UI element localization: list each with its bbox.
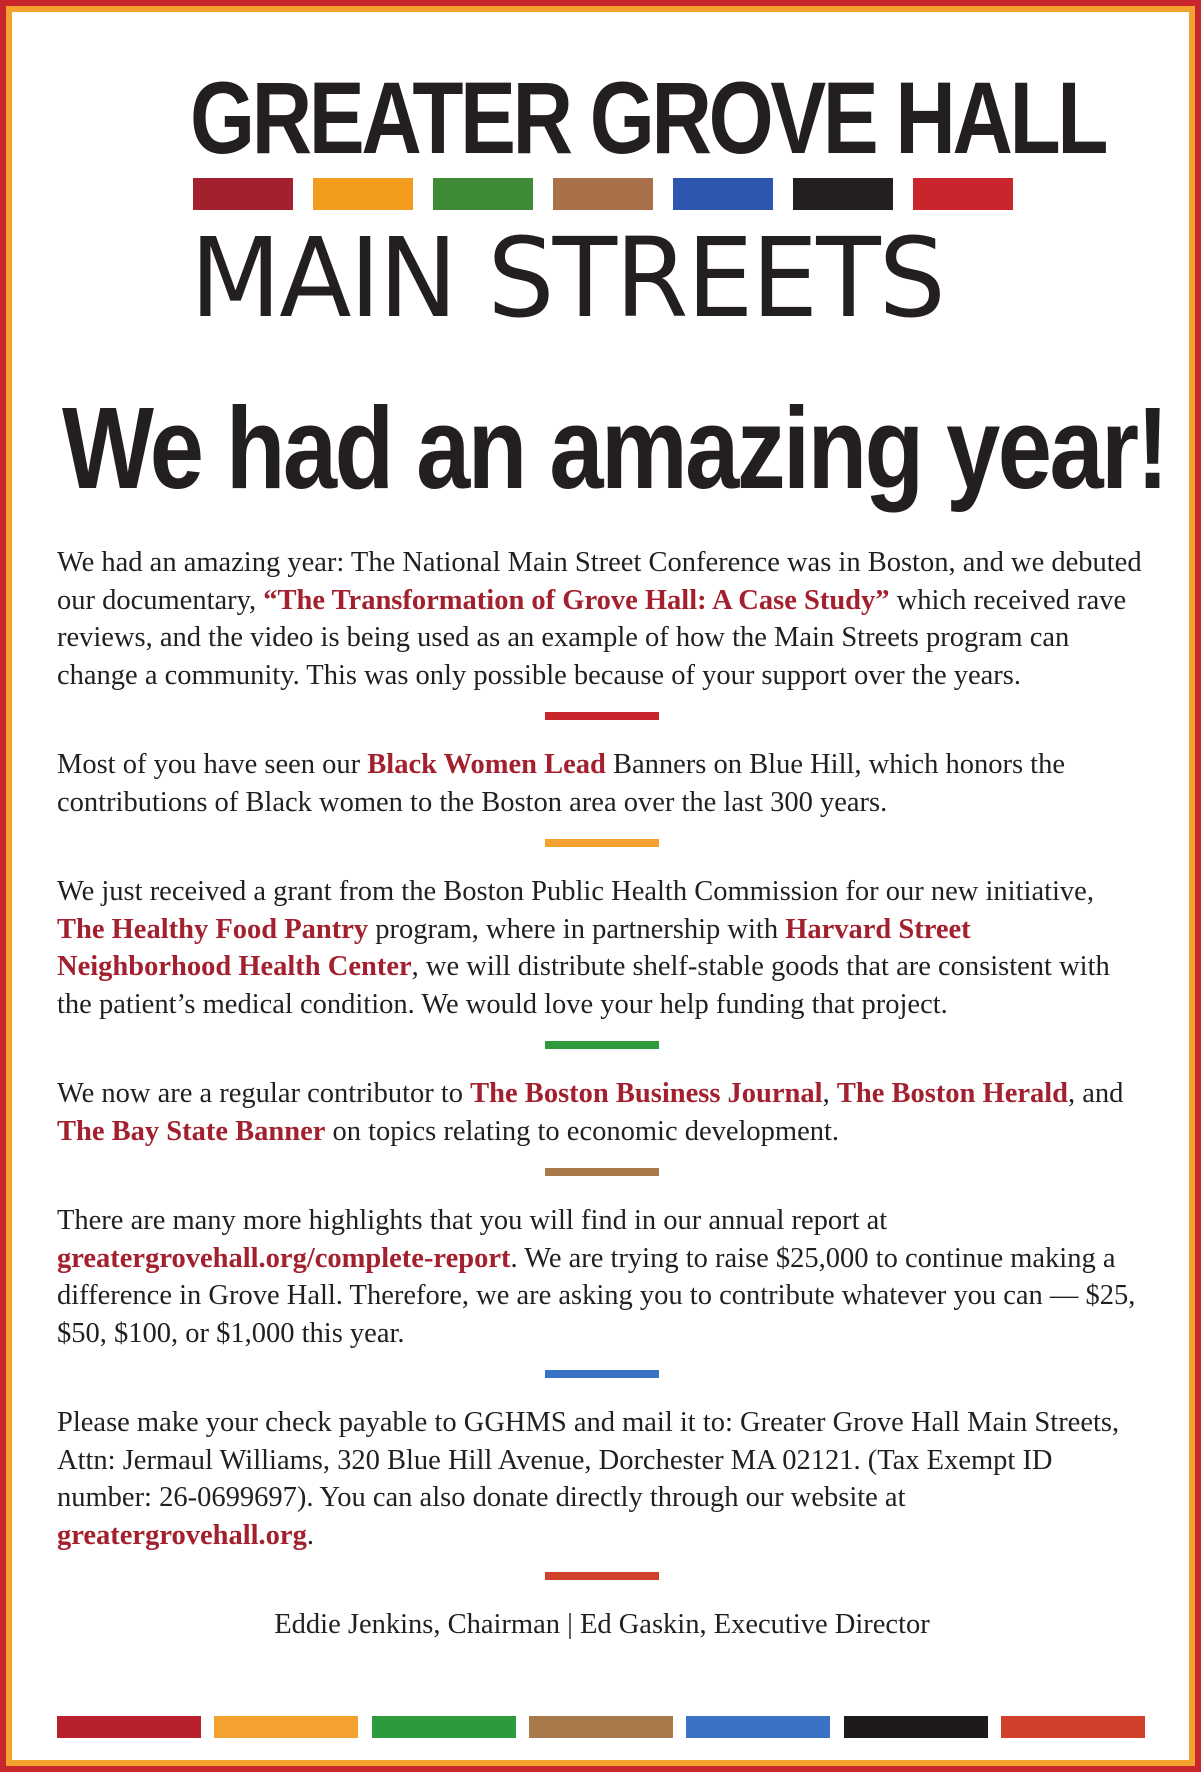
logo-color-bar — [913, 178, 1013, 210]
footer-color-bar — [686, 1716, 830, 1738]
footer-color-bars — [57, 1716, 1145, 1738]
logo-color-bars — [193, 178, 1013, 210]
footer-color-bar — [844, 1716, 988, 1738]
highlighted-text: The Boston Business Journal — [470, 1078, 823, 1109]
paragraph-text: on topics relating to economic development. — [325, 1115, 840, 1147]
highlighted-text: The Bay State Banner — [57, 1115, 326, 1147]
paragraph-text: We had an amazing year: The National Main Street Conference was in Boston, and we debuted our documentary, — [57, 547, 1142, 616]
separator-bar — [545, 839, 659, 847]
highlighted-text: The Boston Herald — [836, 1078, 1069, 1109]
footer-color-bar — [1001, 1716, 1145, 1738]
highlighted-text: Harvard Street Neighborhood Health Center — [57, 913, 971, 982]
separator-bar — [545, 1370, 659, 1378]
paragraph-text: Banners on Blue Hill, which honors the contributions of Black women to the Boston area over the last 300 years. — [57, 749, 1065, 818]
paragraph-grant — [57, 873, 1147, 1023]
page-headline: We had an amazing year! — [62, 383, 1167, 513]
highlighted-text: greatergrovehall.org/complete-report — [57, 1242, 511, 1274]
highlighted-text: The Healthy Food Pantry — [57, 913, 369, 945]
paragraph-text: . — [306, 1519, 314, 1551]
separator-bar — [545, 1572, 659, 1580]
footer-color-bar — [57, 1716, 201, 1738]
paragraph-donation-instructions — [57, 1404, 1147, 1554]
paragraph-text: Most of you have seen our — [57, 749, 368, 780]
logo — [190, 61, 1106, 342]
paragraph-text: , — [822, 1078, 837, 1109]
paragraph-text: , we will distribute shelf-stable goods that are consistent with the patient’s medical condition. We would love your help funding that project. — [57, 951, 1110, 1020]
footer-color-bar — [372, 1716, 516, 1738]
separator-bar — [545, 1041, 659, 1049]
footer-color-bar — [214, 1716, 358, 1738]
logo-color-bar — [193, 178, 293, 210]
highlighted-text: greatergrovehall.org — [57, 1519, 307, 1551]
logo-title-line-2: MAIN STREETS — [190, 214, 944, 342]
logo-color-bar — [433, 178, 533, 210]
paragraph-text: program, where in partnership with — [368, 913, 786, 945]
separator-bar — [545, 1168, 659, 1176]
logo-color-bar — [673, 178, 773, 210]
letter-body — [57, 544, 1147, 1644]
logo-title-line-1: GREATER GROVE HALL — [190, 61, 1106, 175]
logo-color-bar — [313, 178, 413, 210]
paragraph-banners — [57, 746, 1147, 821]
paragraph-fundraising — [57, 1202, 1147, 1352]
logo-color-bar — [553, 178, 653, 210]
paragraph-text: . We are trying to raise $25,000 to continue making a difference in Grove Hall. Therefore, we are asking you to contribute whatever you can — $25, $50, $100, or $1,000 this year. — [57, 1242, 1136, 1349]
paragraph-text: We now are a regular contributor to — [57, 1078, 471, 1109]
paragraph-text: There are many more highlights that you will find in our annual report at — [57, 1205, 888, 1236]
separator-bar — [545, 712, 659, 720]
paragraph-text: Please make your check payable to GGHMS and mail it to: Greater Grove Hall Main Streets, Attn: Jermaul Williams, 320 Blue Hill Avenue, Dorchester MA 02121. (Tax Exempt ID number: 26-0699697). You can also donate directly through our website at — [57, 1407, 1120, 1513]
paragraph-media — [57, 1075, 1147, 1150]
paragraph-text: , and — [1068, 1078, 1124, 1109]
logo-color-bar — [793, 178, 893, 210]
footer-color-bar — [529, 1716, 673, 1738]
highlighted-text: Black Women Lead — [367, 749, 606, 780]
paragraph-text: which received rave reviews, and the video is being used as an example of how the Main Streets program can change a community. This was only possible because of your support over the years. — [57, 584, 1127, 691]
signature-line: Eddie Jenkins, Chairman | Ed Gaskin, Executive Director — [274, 1609, 930, 1640]
paragraph-text: We just received a grant from the Boston Public Health Commission for our new initiative, — [57, 876, 1094, 907]
highlighted-text: “The Transformation of Grove Hall: A Case Study” — [263, 584, 890, 616]
paragraph-conference — [57, 544, 1147, 694]
